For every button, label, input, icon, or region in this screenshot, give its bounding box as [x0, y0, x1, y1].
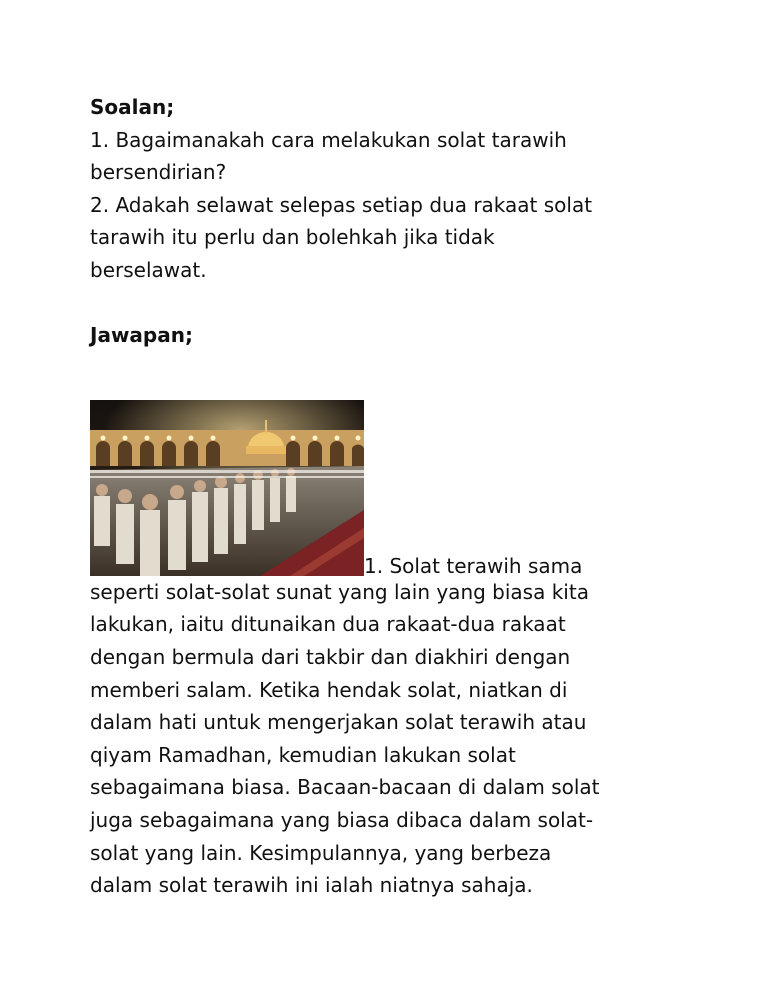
- answer-line: juga sebagaimana yang biasa dibaca dalam solat-: [90, 807, 594, 832]
- question-line: berselawat.: [90, 257, 207, 282]
- answer-line: sebagaimana biasa. Bacaan-bacaan di dalam solat: [90, 775, 600, 800]
- answer-line: solat yang lain. Kesimpulannya, yang berbeza: [90, 840, 552, 865]
- question-heading: Soalan;: [90, 95, 175, 119]
- answer-line: dengan bermula dari takbir dan diakhiri dengan: [90, 644, 571, 669]
- document-page: [90, 91, 690, 902]
- answer-body: [90, 576, 690, 902]
- answer-line: lakukan, iaitu ditunaikan dua rakaat-dua rakaat: [90, 612, 566, 637]
- question-line: 2. Adakah selawat selepas setiap dua rakaat solat: [90, 192, 593, 217]
- answer-line: qiyam Ramadhan, kemudian lakukan solat: [90, 742, 516, 767]
- answer-line: dalam hati untuk mengerjakan solat terawih atau: [90, 710, 587, 735]
- mosque-prayer-photo: [90, 400, 364, 576]
- answer-heading: Jawapan;: [90, 323, 193, 348]
- question-line: bersendirian?: [90, 160, 227, 185]
- answer-line: memberi salam. Ketika hendak solat, niatkan di: [90, 677, 568, 702]
- question-line: tarawih itu perlu dan bolehkah jika tidak: [90, 225, 495, 250]
- answer-first-line: 1. Solat terawih sama: [364, 553, 583, 578]
- answer-line: dalam solat terawih ini ialah niatnya sahaja.: [90, 873, 533, 898]
- answer-line: seperti solat-solat sunat yang lain yang biasa kita: [90, 579, 589, 604]
- question-line: 1. Bagaimanakah cara melakukan solat tarawih: [90, 127, 567, 152]
